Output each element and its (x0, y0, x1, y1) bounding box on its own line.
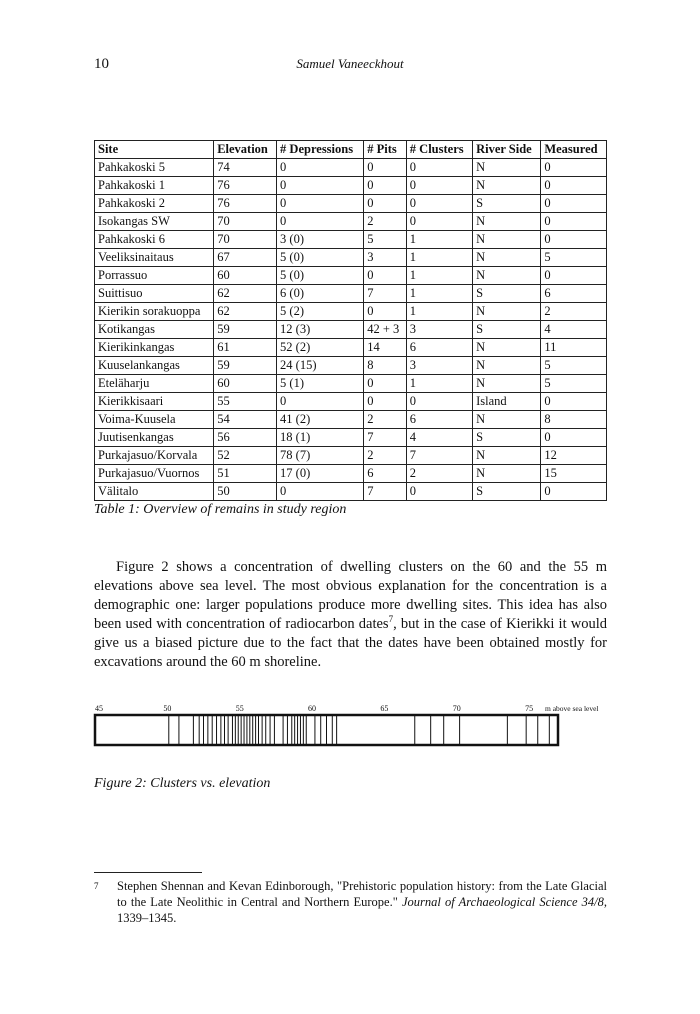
footnote-rule (94, 872, 202, 873)
column-header: Measured (541, 141, 607, 159)
table-cell: S (473, 483, 541, 501)
table-cell: N (473, 303, 541, 321)
table-cell: 70 (214, 213, 277, 231)
table-cell: Suittisuo (95, 285, 214, 303)
table-cell: 1 (406, 375, 472, 393)
footnote-citation: Stephen Shennan and Kevan Edinborough, "Prehistoric population history: from the Late Glacial to the Late Neolithic in Central and Northern Europe." (117, 879, 607, 909)
table-row (95, 357, 607, 375)
footnote (94, 878, 607, 926)
table-cell: 0 (277, 159, 364, 177)
table-row (95, 483, 607, 501)
table-cell: 2 (541, 303, 607, 321)
table-cell: N (473, 249, 541, 267)
table-cell: 0 (541, 213, 607, 231)
table-cell: 3 (364, 249, 407, 267)
table-cell: 0 (364, 159, 407, 177)
table-cell: 5 (364, 231, 407, 249)
table-cell: 61 (214, 339, 277, 357)
table-cell: S (473, 429, 541, 447)
footnote-number: 7 (94, 881, 99, 891)
clusters-elevation-chart (90, 700, 620, 750)
paragraph-text: Figure 2 shows a concentration of dwelling clusters on the 60 and the 55 m elevations above sea level. The most obvious explanation for the concentration is a demographic one: larger populations produce more dwelling sites. This idea has also been used with concentration of radiocarbon dates (94, 559, 607, 632)
tick-label: 55 (235, 704, 244, 713)
table-row (95, 303, 607, 321)
table-cell: Kotikangas (95, 321, 214, 339)
table-cell: 0 (406, 483, 472, 501)
table-cell: 7 (364, 429, 407, 447)
table-cell: 0 (541, 177, 607, 195)
table-caption: Table 1: Overview of remains in study region (94, 502, 347, 517)
table-cell: 0 (406, 393, 472, 411)
table-cell: 0 (364, 267, 407, 285)
tick-label: 60 (308, 704, 317, 713)
table-cell: 0 (364, 375, 407, 393)
table-cell: N (473, 411, 541, 429)
table-cell: 59 (214, 321, 277, 339)
footnote-reference: 7 (388, 614, 394, 625)
body-paragraph (94, 558, 607, 672)
footnote-text (117, 878, 607, 926)
table-cell: 0 (277, 177, 364, 195)
table-cell: N (473, 267, 541, 285)
table-cell: 2 (406, 465, 472, 483)
table-cell: 7 (406, 447, 472, 465)
table-cell: 0 (364, 177, 407, 195)
table-cell: 18 (1) (277, 429, 364, 447)
column-header: # Depressions (277, 141, 364, 159)
column-header: Elevation (214, 141, 277, 159)
table-cell: 3 (0) (277, 231, 364, 249)
table-cell: 2 (364, 447, 407, 465)
table-cell: N (473, 375, 541, 393)
table-cell: 1 (406, 267, 472, 285)
table-cell: 1 (406, 303, 472, 321)
table-cell: Veeliksinaitaus (95, 249, 214, 267)
table-cell: 60 (214, 375, 277, 393)
table-cell: 5 (0) (277, 249, 364, 267)
table-cell: 6 (406, 339, 472, 357)
table-cell: 14 (364, 339, 407, 357)
table-cell: 2 (364, 213, 407, 231)
table-row (95, 321, 607, 339)
table-cell: 0 (364, 393, 407, 411)
table-cell: 3 (406, 321, 472, 339)
column-header: # Clusters (406, 141, 472, 159)
table-cell: 5 (2) (277, 303, 364, 321)
footnote-journal: Journal of Archaeological Science 34/8 (401, 895, 604, 909)
table-cell: 6 (541, 285, 607, 303)
table-cell: 1 (406, 249, 472, 267)
table-cell: 52 (2) (277, 339, 364, 357)
table-cell: 55 (214, 393, 277, 411)
table-cell: N (473, 447, 541, 465)
table-cell: 0 (541, 231, 607, 249)
page-number: 10 (94, 56, 109, 72)
table-cell: Juutisenkangas (95, 429, 214, 447)
table-cell: 0 (406, 177, 472, 195)
table-row (95, 267, 607, 285)
table-cell: 15 (541, 465, 607, 483)
table-cell: N (473, 231, 541, 249)
table-cell: N (473, 339, 541, 357)
table-cell: 5 (541, 357, 607, 375)
table-cell: 4 (406, 429, 472, 447)
table-cell: 3 (406, 357, 472, 375)
table-cell: Isokangas SW (95, 213, 214, 231)
table-cell: 0 (541, 195, 607, 213)
tick-label: 65 (380, 704, 389, 713)
tick-label: 75 (525, 704, 534, 713)
table-row (95, 213, 607, 231)
table-cell: Kierikin sorakuoppa (95, 303, 214, 321)
table-cell: 70 (214, 231, 277, 249)
table-cell: Pahkakoski 1 (95, 177, 214, 195)
table-cell: 8 (364, 357, 407, 375)
column-header: Site (95, 141, 214, 159)
table-cell: S (473, 321, 541, 339)
table-cell: Purkajasuo/Korvala (95, 447, 214, 465)
table-cell: 0 (277, 195, 364, 213)
table-cell: 0 (277, 213, 364, 231)
footnote-pages: , 1339–1345. (117, 895, 607, 925)
table-row (95, 231, 607, 249)
table-cell: 5 (541, 375, 607, 393)
table-row (95, 195, 607, 213)
table-cell: 42 + 3 (364, 321, 407, 339)
table-cell: 0 (541, 393, 607, 411)
table-cell: Purkajasuo/Vuornos (95, 465, 214, 483)
figure-caption: Figure 2: Clusters vs. elevation (94, 776, 271, 791)
table-cell: 7 (364, 483, 407, 501)
table-cell: 0 (364, 303, 407, 321)
table-cell: 12 (3) (277, 321, 364, 339)
table-cell: 2 (364, 411, 407, 429)
overview-table (94, 140, 607, 501)
table-row (95, 339, 607, 357)
table-cell: Pahkakoski 5 (95, 159, 214, 177)
table-row (95, 375, 607, 393)
table-cell: Island (473, 393, 541, 411)
table-cell: 0 (277, 393, 364, 411)
table-cell: S (473, 285, 541, 303)
axis-unit-label: m above sea level (545, 704, 599, 713)
tick-label: 70 (452, 704, 461, 713)
table-cell: 0 (406, 159, 472, 177)
table-header-row (95, 141, 607, 159)
table-cell: Kierikkisaari (95, 393, 214, 411)
table-cell: N (473, 159, 541, 177)
table-cell: 62 (214, 285, 277, 303)
tick-label: 45 (95, 704, 103, 713)
table-cell: Pahkakoski 2 (95, 195, 214, 213)
table-cell: 0 (541, 159, 607, 177)
table-row (95, 465, 607, 483)
table-row (95, 447, 607, 465)
table-cell: 4 (541, 321, 607, 339)
table-cell: 1 (406, 231, 472, 249)
table-row (95, 177, 607, 195)
table-cell: 0 (541, 267, 607, 285)
table-cell: 0 (364, 195, 407, 213)
table-row (95, 429, 607, 447)
table-cell: 6 (0) (277, 285, 364, 303)
table-cell: 5 (541, 249, 607, 267)
table-cell: N (473, 465, 541, 483)
table-cell: Kuuselankangas (95, 357, 214, 375)
table-cell: 24 (15) (277, 357, 364, 375)
table-cell: 76 (214, 195, 277, 213)
table-row (95, 285, 607, 303)
table-cell: 5 (0) (277, 267, 364, 285)
table-row (95, 393, 607, 411)
table-cell: Eteläharju (95, 375, 214, 393)
table-cell: N (473, 213, 541, 231)
table-body (95, 159, 607, 501)
table-cell: 59 (214, 357, 277, 375)
table-cell: 7 (364, 285, 407, 303)
table-cell: 12 (541, 447, 607, 465)
tick-label: 50 (163, 704, 172, 713)
table-cell: 50 (214, 483, 277, 501)
table-cell: 41 (2) (277, 411, 364, 429)
table-cell: 56 (214, 429, 277, 447)
table-cell: Voima-Kuusela (95, 411, 214, 429)
table-cell: 11 (541, 339, 607, 357)
table-cell: Kierikinkangas (95, 339, 214, 357)
table-cell: 5 (1) (277, 375, 364, 393)
table-cell: 76 (214, 177, 277, 195)
table-row (95, 411, 607, 429)
table-cell: N (473, 357, 541, 375)
table-cell: 0 (406, 213, 472, 231)
running-head-author: Samuel Vaneeckhout (296, 56, 404, 71)
table-cell: N (473, 177, 541, 195)
column-header: River Side (473, 141, 541, 159)
table-cell: 17 (0) (277, 465, 364, 483)
table-cell: 0 (406, 195, 472, 213)
table-cell: 51 (214, 465, 277, 483)
table-cell: 0 (541, 429, 607, 447)
table-cell: 60 (214, 267, 277, 285)
table-cell: 78 (7) (277, 447, 364, 465)
table-cell: 62 (214, 303, 277, 321)
table-row (95, 159, 607, 177)
table-cell: Välitalo (95, 483, 214, 501)
table-cell: 6 (406, 411, 472, 429)
table-row (95, 249, 607, 267)
table-cell: 52 (214, 447, 277, 465)
table-cell: 54 (214, 411, 277, 429)
table-cell: Porrassuo (95, 267, 214, 285)
table-cell: 74 (214, 159, 277, 177)
table-cell: 0 (277, 483, 364, 501)
column-header: # Pits (364, 141, 407, 159)
table-cell: 67 (214, 249, 277, 267)
table-cell: S (473, 195, 541, 213)
paragraph-text-continued: , but in the case of Kierikki it would give us a biased picture due to the fact that the dates have been obtained mostly for excavations around the 60 m shoreline. (94, 616, 607, 670)
table-cell: 1 (406, 285, 472, 303)
table-cell: 6 (364, 465, 407, 483)
table-cell: 0 (541, 483, 607, 501)
table-cell: 8 (541, 411, 607, 429)
table-cell: Pahkakoski 6 (95, 231, 214, 249)
